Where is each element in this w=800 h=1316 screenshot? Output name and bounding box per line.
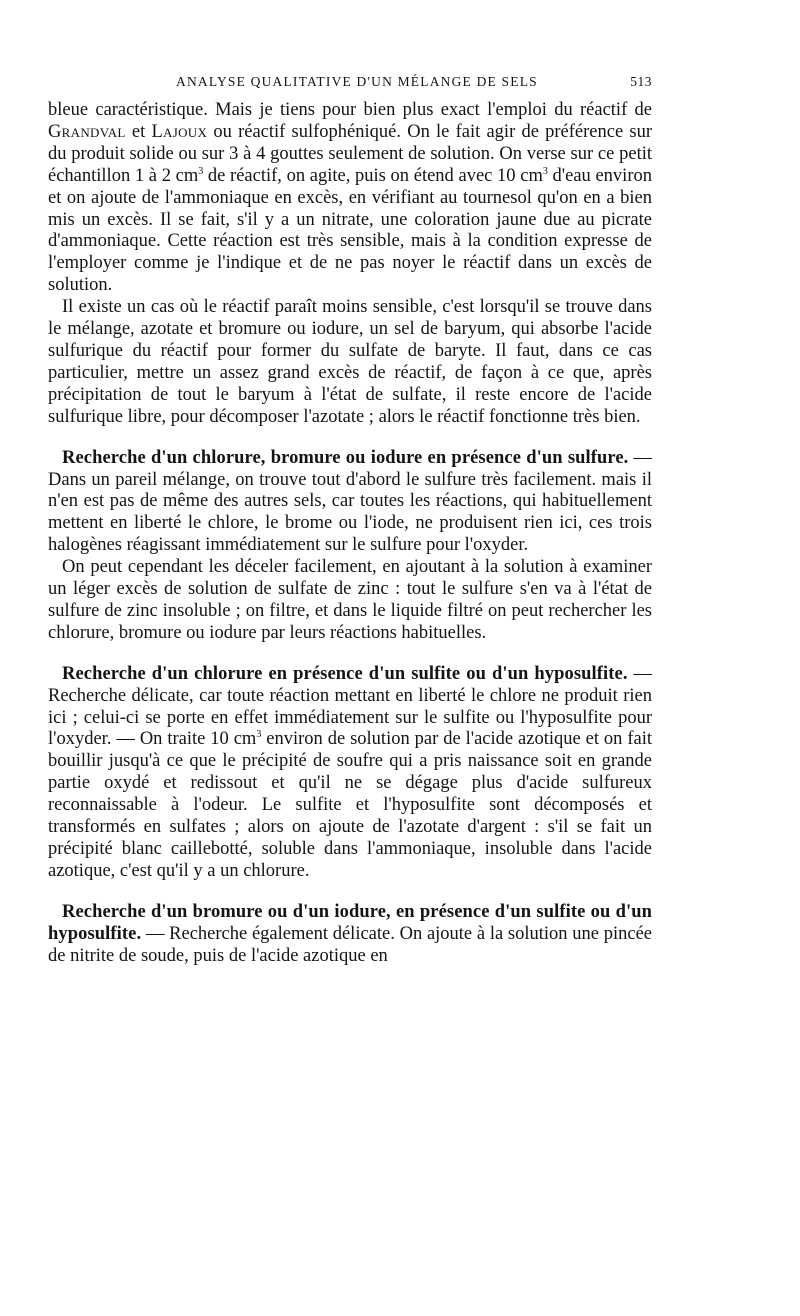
author-name: Lajoux [151,121,208,142]
text-run: ou réactif sulfophéniqué. On le fait agir de préférence sur du produit solide ou sur 3 à 4 gouttes seulement de solution. On verse sur ce petit échantillon 1 à 2 cm [48,121,652,186]
text-run: environ de solution par de l'acide azotique et on fait bouillir jusqu'à ce que le précipité de soufre qui a pris naissance soit en grande partie oxydé et redissout et qu'il ne se dégage plus d'acide sulfureux reconnaissable à l'odeur. Le sulfite et l'hyposulfite sont décomposés et transformés en sulfates ; alors on ajoute de l'azotate d'argent : s'il se fait un précipité blanc caillebotté, soluble dans l'ammoniaque, insoluble dans l'acide azotique, c'est qu'il y a un chlorure. [48,729,652,881]
exponent: 3 [256,729,262,741]
section-heading: Recherche d'un chlorure, bromure ou iodure en présence d'un sulfure. [62,447,629,468]
body-text [48,100,652,968]
exponent: 3 [542,165,548,177]
author-name: Grandval [48,121,126,142]
section-heading: Recherche d'un bromure ou d'un iodure, en présence d'un sulfite ou d'un hyposulfite. [48,901,652,944]
text-run: bleue caractéristique. Mais je tiens pour bien plus exact l'emploi du réactif de [48,100,652,120]
paragraph-nitrate-test [48,100,652,297]
text-run: — Dans un pareil mélange, on trouve tout d'abord le sulfure très facilement. mais il n'en est pas de même des autres sels, car toutes les réactions, qui habituellement mettent en liberté le chlore, le brome ou l'iode, ne produisent rien ici, ces trois halogènes réagissant immédiatement sur le sulfure pour l'oxyder. [48,447,652,556]
running-head [48,72,652,96]
text-run: et [125,121,152,142]
section-chloride-sulfite [48,664,652,883]
text-run: — Recherche également délicate. On ajoute à la solution une pincée de nitrite de soude, puis de l'acide azotique en [48,923,652,966]
page-number: 513 [630,74,652,89]
text-run: — Recherche délicate, car toute réaction mettant en liberté le chlore ne produit rien ici ; celui-ci se porte en effet immédiatement sur le sulfite ou l'hyposulfite pour l'oxyder. — On traite 10 cm [48,663,652,750]
section-bromide-iodide-sulfite [48,902,652,968]
paragraph-zinc-sulfate: On peut cependant les déceler facilement, en ajoutant à la solution à examiner un léger excès de solution de sulfate de zinc : tout le sulfure s'en va à l'état de sulfure de zinc insoluble ; on filtre, et dans le liquide filtré on peut rechercher les chlorure, bromure ou iodure par leurs réactions habituelles. [48,557,652,643]
text-run: de réactif, on agite, puis on étend avec 10 cm [203,165,543,186]
book-page [48,72,652,968]
exponent: 3 [198,165,204,177]
section-chloride-sulfide [48,448,652,558]
text-run: d'eau environ et on ajoute de l'ammoniaque en excès, en vérifiant au tournesol qu'on en a bien mis un excès. Il se fait, s'il y a un nitrate, une coloration jaune due au picrate d'ammoniaque. Cette réaction est très sensible, mais à la condition expresse de l'employer comme je l'indique et de ne pas noyer le réactif dans un excès de solution. [48,165,652,296]
running-head-title: ANALYSE QUALITATIVE D'UN MÉLANGE DE SELS [176,74,538,89]
section-heading: Recherche d'un chlorure en présence d'un sulfite ou d'un hyposulfite. [62,663,628,684]
paragraph-barium-case: Il existe un cas où le réactif paraît moins sensible, c'est lorsqu'il se trouve dans le mélange, azotate et bromure ou iodure, un sel de baryum, qui absorbe l'acide sulfurique du réactif pour former du sulfate de baryte. Il faut, dans ce cas particulier, mettre un assez grand excès de réactif, de façon à ce que, après précipitation de tout le baryum à l'état de sulfate, il reste encore de l'acide sulfurique libre, pour décomposer l'azotate ; alors le réactif fonctionne très bien. [48,297,652,427]
